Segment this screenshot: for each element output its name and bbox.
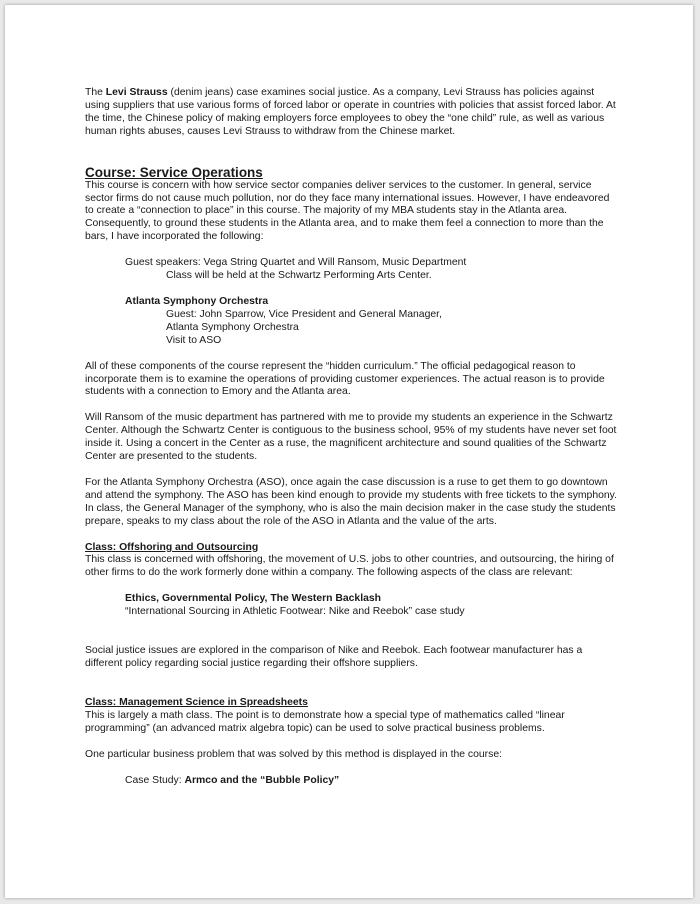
class-location-line: Class will be held at the Schwartz Performing Arts Center.	[166, 270, 432, 282]
document-page	[5, 5, 693, 898]
armco-case-line: Case Study: Armco and the “Bubble Policy”	[125, 774, 340, 786]
service-intro-paragraph: This course is concern with how service sector companies deliver services to the customer. In general, service sector firms do not cause much pollution, nor do they face many international issues. However, I have endeavored to create a “connection to place” in this course. The majority of my MBA students stay in the Atlanta area. Consequently, to ground these students in the Atlanta area, and to make them feel a connection to more than the bars, I have incorporated the following:	[85, 179, 610, 243]
offshoring-paragraph: This class is concerned with offshoring, the movement of U.S. jobs to other countries, and outsourcing, the hiring of other firms to do the work formerly done within a company. The following aspects of the class are relevant:	[85, 554, 614, 579]
document-body	[85, 87, 620, 787]
schwartz-center-paragraph: Will Ransom of the music department has partnered with me to provide my students an experience in the Schwartz Center. Although the Schwartz Center is contiguous to the business school, 95% of my students have never set foot inside it. Using a concert in the Center as a ruse, the magnificent architecture and sound qualities of the Schwartz Center are presented to the students.	[85, 412, 617, 463]
hidden-curriculum-paragraph: All of these components of the course represent the “hidden curriculum.” The official pedagogical reason to incorporate them is to examine the operations of providing customer experiences. The actual reason is to provide students with a connection to Emory and the Atlanta area.	[85, 360, 605, 398]
business-problem-paragraph: One particular business problem that was solved by this method is displayed in the course:	[85, 748, 502, 760]
aso-org-line: Atlanta Symphony Orchestra	[166, 321, 299, 333]
aso-visit-line: Visit to ASO	[166, 334, 222, 346]
aso-title: Atlanta Symphony Orchestra	[125, 295, 269, 307]
levi-strauss-name: Levi Strauss	[105, 87, 168, 98]
management-science-paragraph: This is largely a math class. The point is to demonstrate how a special type of mathematics called “linear programming” (an advanced matrix algebra topic) can be used to solve practical business problems.	[85, 709, 565, 734]
offshoring-heading: Class: Offshoring and Outsourcing	[85, 541, 259, 553]
management-science-heading: Class: Management Science in Spreadsheets	[85, 696, 308, 708]
aso-guest-line: Guest: John Sparrow, Vice President and General Manager,	[166, 308, 442, 320]
aso-paragraph: For the Atlanta Symphony Orchestra (ASO), once again the case discussion is a ruse to get them to go downtown and attend the symphony. The ASO has been kind enough to provide my students with free tickets to the symphony. In class, the General Manager of the symphony, who is also the main decision maker in the case study the students prepare, speaks to my class about the role of the ASO in Atlanta and the value of the arts.	[85, 476, 617, 527]
service-operations-heading: Course: Service Operations	[85, 164, 263, 180]
nike-reebok-case: “International Sourcing in Athletic Footwear: Nike and Reebok” case study	[125, 606, 465, 618]
ethics-topic: Ethics, Governmental Policy, The Western Backlash	[125, 593, 382, 605]
social-justice-paragraph: Social justice issues are explored in the comparison of Nike and Reebok. Each footwear manufacturer has a different policy regarding social justice regarding their offshore suppliers.	[85, 645, 583, 669]
guest-speakers-line: Guest speakers: Vega String Quartet and Will Ransom, Music Department	[125, 257, 467, 269]
intro-paragraph: The Levi Strauss (denim jeans) case examines social justice. As a company, Levi Strauss has policies against using suppliers that use various forms of forced labor or operate in countries with policies that assist forced labor. At the time, the Chinese policy of making employers force employees to obey the “one child” rule, as well as various human rights abuses, causes Levi Strauss to withdraw from the Chinese market.	[85, 87, 616, 137]
